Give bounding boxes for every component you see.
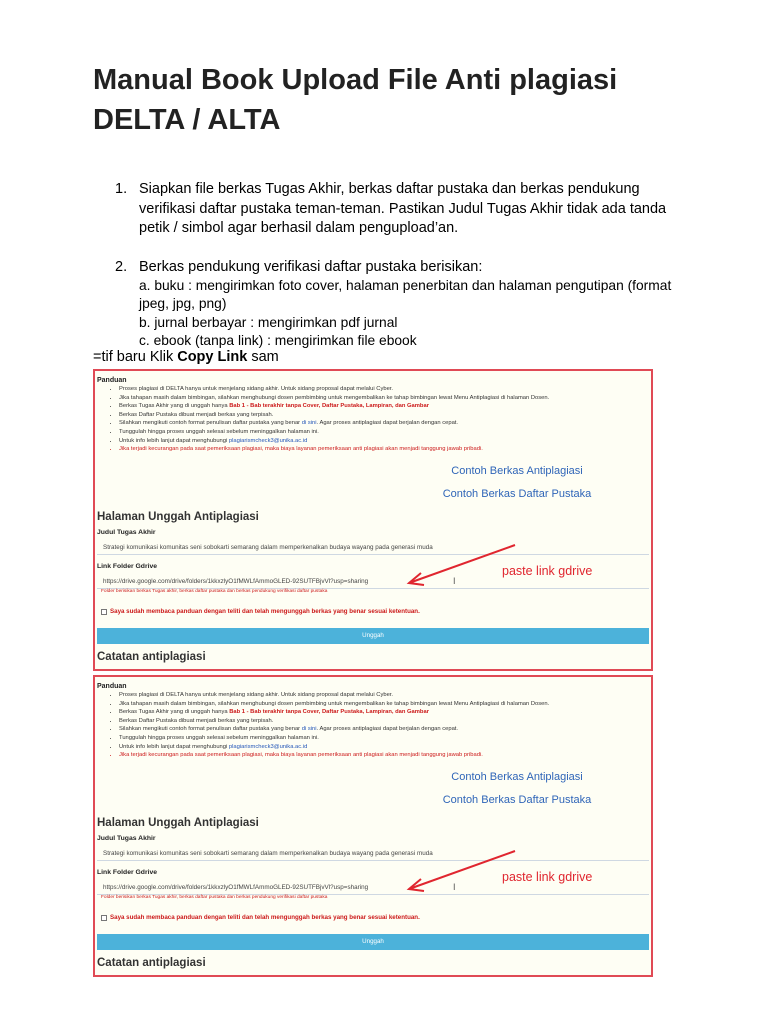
guide-item (119, 743, 649, 752)
example-daftar-pustaka-link[interactable]: Contoh Berkas Daftar Pustaka (442, 794, 592, 806)
panduan-heading: Panduan (97, 377, 127, 384)
guide-item: • Jika tahapan masih dalam bimbingan, silahkan menghubungi dosen pembimbing untuk mengembalikan ke tahap bimbingan lewat Menu Antiplagiasi di halaman Dosen. (119, 700, 649, 709)
guide-item: • Jika tahapan masih dalam bimbingan, silahkan menghubungi dosen pembimbing untuk mengembalikan ke tahap bimbingan lewat Menu Antiplagiasi di halaman Dosen. (119, 394, 649, 403)
text-cursor-icon: I (453, 576, 456, 586)
agree-row[interactable] (101, 608, 420, 615)
paste-annotation: paste link gdrive (502, 870, 593, 884)
guide-item: • Proses plagiasi di DELTA hanya untuk menjelang sidang akhir. Untuk sidang proposal dapat melalui Cyber. (119, 691, 649, 700)
instruction-line (93, 349, 279, 365)
upload-button[interactable]: Unggah (97, 934, 649, 950)
steps-list (93, 180, 693, 350)
guide-item (119, 708, 649, 717)
step-body (139, 258, 689, 351)
section-title: Halaman Unggah Antiplagiasi (97, 817, 259, 829)
catatan-title: Catatan antiplagiasi (97, 651, 206, 663)
guide-text: . Agar proses antiplagiasi dapat berjalan dengan cepat. (316, 420, 459, 427)
email-link[interactable]: plagiarismcheck3@unika.ac.id (228, 743, 308, 750)
guide-text: Berkas Tugas Akhir yang di unggah hanya (119, 709, 230, 716)
step-2 (93, 258, 693, 351)
step-number: 2. (115, 258, 128, 275)
agree-row[interactable] (101, 914, 420, 921)
instruction-bold: Copy Link (177, 349, 248, 365)
gdrive-link-input[interactable]: https://drive.google.com/drive/folders/1kkxzlyO1fMWLfAmmoGLED-92SUTFBjvVl?usp=sharing (97, 880, 649, 895)
catatan-title: Catatan antiplagiasi (97, 957, 206, 969)
agree-checkbox[interactable] (101, 915, 107, 921)
sub-item: c. ebook (tanpa link) : mengirimkan file ebook (139, 332, 417, 348)
panduan-heading: Panduan (97, 683, 127, 690)
upload-form (97, 679, 649, 973)
text-cursor-icon: I (453, 882, 456, 892)
example-antiplagiasi-link[interactable]: Contoh Berkas Antiplagiasi (451, 771, 583, 783)
format-link[interactable]: di sini (301, 726, 317, 733)
example-daftar-pustaka-link[interactable]: Contoh Berkas Daftar Pustaka (442, 488, 592, 500)
guide-item (119, 725, 649, 734)
screenshot-panel-2 (93, 675, 653, 977)
guide-bold: Bab 1 - Bab terakhir tanpa Cover, Daftar Pustaka, Lampiran, dan Gambar (229, 403, 429, 410)
upload-button[interactable]: Unggah (97, 628, 649, 644)
guide-text: Silahkan mengikuti contoh format penulisan daftar pustaka yang benar (119, 420, 302, 427)
gdrive-link-label: Link Folder Gdrive (97, 869, 158, 876)
guide-item: • Tunggulah hingga proses unggah selesai sebelum meninggalkan halaman ini. (119, 734, 649, 743)
guide-text: . Agar proses antiplagiasi dapat berjalan dengan cepat. (316, 726, 459, 733)
step-text: Berkas pendukung verifikasi daftar pustaka berisikan: (139, 258, 483, 275)
example-antiplagiasi-link[interactable]: Contoh Berkas Antiplagiasi (451, 465, 583, 477)
instruction-suffix: sam (247, 349, 279, 365)
guide-item-warning: • Jika terjadi kecurangan pada saat pemeriksaan plagiasi, maka biaya layanan pemeriksaan anti plagiasi akan menjadi tanggung jawab pribadi. (119, 751, 649, 760)
section-title: Halaman Unggah Antiplagiasi (97, 511, 259, 523)
sub-list (139, 277, 689, 350)
paste-annotation: paste link gdrive (502, 564, 593, 578)
guide-list (119, 691, 649, 760)
guide-item: • Berkas Daftar Pustaka dibuat menjadi berkas yang terpisah. (119, 411, 649, 420)
judul-input[interactable]: Strategi komunikasi komunitas seni sobokarti semarang dalam memperkenalkan budaya wayang pada generasi muda (97, 540, 649, 555)
step-1 (93, 180, 693, 239)
gdrive-hint: Folder berisikan berkas Tugas akhir, berkas daftar pustaka dan berkas pendukung verifikasi daftar pustaka (101, 589, 328, 594)
format-link[interactable]: di sini (301, 420, 317, 427)
guide-item: • Tunggulah hingga proses unggah selesai sebelum meninggalkan halaman ini. (119, 428, 649, 437)
gdrive-hint: Folder berisikan berkas Tugas akhir, berkas daftar pustaka dan berkas pendukung verifikasi daftar pustaka (101, 895, 328, 900)
guide-text: Untuk info lebih lanjut dapat menghubungi (119, 437, 229, 444)
screenshot-panel-1 (93, 369, 653, 671)
gdrive-link-label: Link Folder Gdrive (97, 563, 158, 570)
agree-label: Saya sudah membaca panduan dengan teliti dan telah mengunggah berkas yang benar sesuai ketentuan. (110, 914, 420, 921)
guide-item (119, 402, 649, 411)
sub-item: b. jurnal berbayar : mengirimkan pdf jurnal (139, 314, 398, 330)
step-text: Siapkan file berkas Tugas Akhir, berkas daftar pustaka dan berkas pendukung verifikasi daftar pustaka teman-teman. Pastikan Judul Tugas Akhir tidak ada tanda petik / simbol agar berhasil dalam pengupload’an. (139, 181, 667, 236)
document-title: Manual Book Upload File Anti plagiasi DELTA / ALTA (93, 64, 618, 136)
guide-item-warning: • Jika terjadi kecurangan pada saat pemeriksaan plagiasi, maka biaya layanan pemeriksaan anti plagiasi akan menjadi tanggung jawab pribadi. (119, 445, 649, 454)
guide-text: Silahkan mengikuti contoh format penulisan daftar pustaka yang benar (119, 726, 302, 733)
judul-input[interactable]: Strategi komunikasi komunitas seni sobokarti semarang dalam memperkenalkan budaya wayang pada generasi muda (97, 846, 649, 861)
instruction-prefix: =tif baru Klik (93, 349, 178, 365)
guide-list (119, 385, 649, 454)
guide-text: Untuk info lebih lanjut dapat menghubungi (119, 743, 229, 750)
judul-label: Judul Tugas Akhir (97, 835, 156, 842)
judul-label: Judul Tugas Akhir (97, 529, 156, 536)
guide-item: • Berkas Daftar Pustaka dibuat menjadi berkas yang terpisah. (119, 717, 649, 726)
guide-item (119, 419, 649, 428)
upload-form (97, 373, 649, 667)
step-number: 1. (115, 181, 128, 197)
guide-item: • Proses plagiasi di DELTA hanya untuk menjelang sidang akhir. Untuk sidang proposal dapat melalui Cyber. (119, 385, 649, 394)
guide-item (119, 437, 649, 446)
email-link[interactable]: plagiarismcheck3@unika.ac.id (228, 437, 308, 444)
agree-checkbox[interactable] (101, 609, 107, 615)
sub-item: a. buku : mengirimkan foto cover, halaman penerbitan dan halaman pengutipan (format jpeg, jpg, png) (139, 278, 672, 312)
guide-bold: Bab 1 - Bab terakhir tanpa Cover, Daftar Pustaka, Lampiran, dan Gambar (229, 709, 429, 716)
red-arrow-icon (397, 849, 527, 899)
agree-label: Saya sudah membaca panduan dengan teliti dan telah mengunggah berkas yang benar sesuai ketentuan. (110, 608, 420, 615)
guide-text: Berkas Tugas Akhir yang di unggah hanya (119, 403, 230, 410)
gdrive-link-input[interactable]: https://drive.google.com/drive/folders/1kkxzlyO1fMWLfAmmoGLED-92SUTFBjvVl?usp=sharing (97, 574, 649, 589)
red-arrow-icon (397, 543, 527, 593)
